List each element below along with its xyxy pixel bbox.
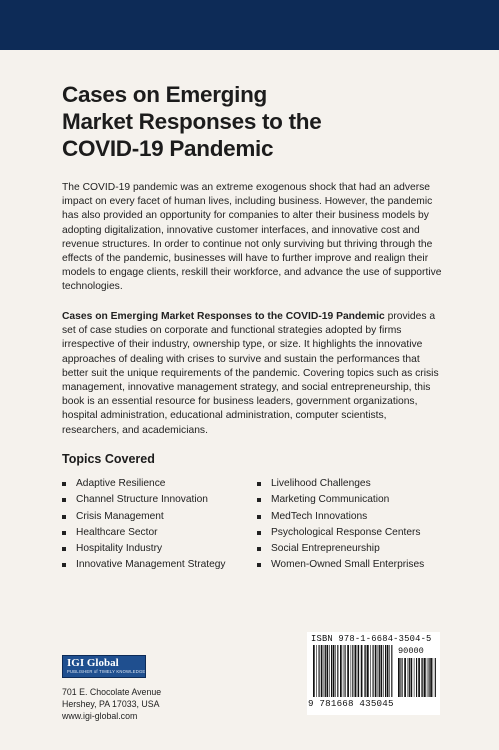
publisher-block [62, 655, 161, 723]
publisher-website: www.igi-global.com [62, 711, 138, 722]
title-line-2: Market Responses to the [62, 109, 322, 134]
topic-item: Hospitality Industry [62, 541, 226, 557]
address-line-1: 701 E. Chocolate Avenue [62, 687, 162, 697]
topic-item: Psychological Response Centers [257, 525, 424, 541]
book-title [62, 81, 462, 162]
description-paragraph-2 [62, 310, 442, 438]
isbn-barcode [307, 632, 440, 715]
topic-item: Innovative Management Strategy [62, 557, 226, 573]
logo-text: IGI Global [67, 657, 119, 669]
price-code: 90000 [398, 646, 424, 656]
top-color-band [0, 0, 499, 50]
isbn-text: ISBN 978-1-6684-3504-5 [311, 634, 432, 644]
topics-list-right [257, 476, 424, 574]
logo-tagline: PUBLISHER of TIMELY KNOWLEDGE [67, 669, 146, 674]
address-line-2: Hershey, PA 17033, USA [62, 699, 160, 710]
topic-item: Marketing Communication [257, 492, 424, 508]
topic-item: Social Entrepreneurship [257, 541, 424, 557]
topic-item: Women-Owned Small Enterprises [257, 557, 424, 573]
igi-global-logo [62, 655, 146, 678]
topic-item: Livelihood Challenges [257, 476, 424, 492]
barcode-bars-main [313, 645, 393, 697]
topics-heading: Topics Covered [62, 452, 155, 466]
publisher-address [62, 686, 161, 723]
topics-list-left [62, 476, 226, 574]
barcode-bars-addon [398, 658, 436, 697]
topic-item: Channel Structure Innovation [62, 492, 226, 508]
description-paragraph-1: The COVID-19 pandemic was an extreme exogenous shock that had an adverse impact on every facet of human lives, including business. However, the pandemic has also provided an opportunity for companies to alter their business models by adopting digitalization, innovative customer interfaces, and innovative cost and revenue structures. In order to continue not only surviving but thriving through the effects of the pandemic, businesses will have to further improve and realign their models to engage clients, reskill their workforce, and advance the use of supportive technologies. [62, 182, 442, 293]
topic-item: Adaptive Resilience [62, 476, 226, 492]
topic-item: Crisis Management [62, 509, 226, 525]
topic-item: Healthcare Sector [62, 525, 226, 541]
description-paragraph-2-text: provides a set of case studies on corporate and functional strategies adopted by firms irrespective of their industry, ownership type, or size. It highlights the innovative approaches of dealing with crises to survive and sustain the performances that better suit the unique requirements of the pandemic. Covering topics such as crisis management, innovative management strategy, and social entrepreneurship, this book is an essential resource for business leaders, government organizations, hospital administration, educational administration, computer scientists, researchers, and academicians. [62, 311, 439, 436]
book-title-inline: Cases on Emerging Market Responses to the COVID-19 Pandemic [62, 311, 385, 322]
topic-item: MedTech Innovations [257, 509, 424, 525]
barcode-digits: 9 781668 435045 [308, 698, 394, 709]
title-line-3: COVID-19 Pandemic [62, 136, 274, 161]
title-line-1: Cases on Emerging [62, 82, 267, 107]
